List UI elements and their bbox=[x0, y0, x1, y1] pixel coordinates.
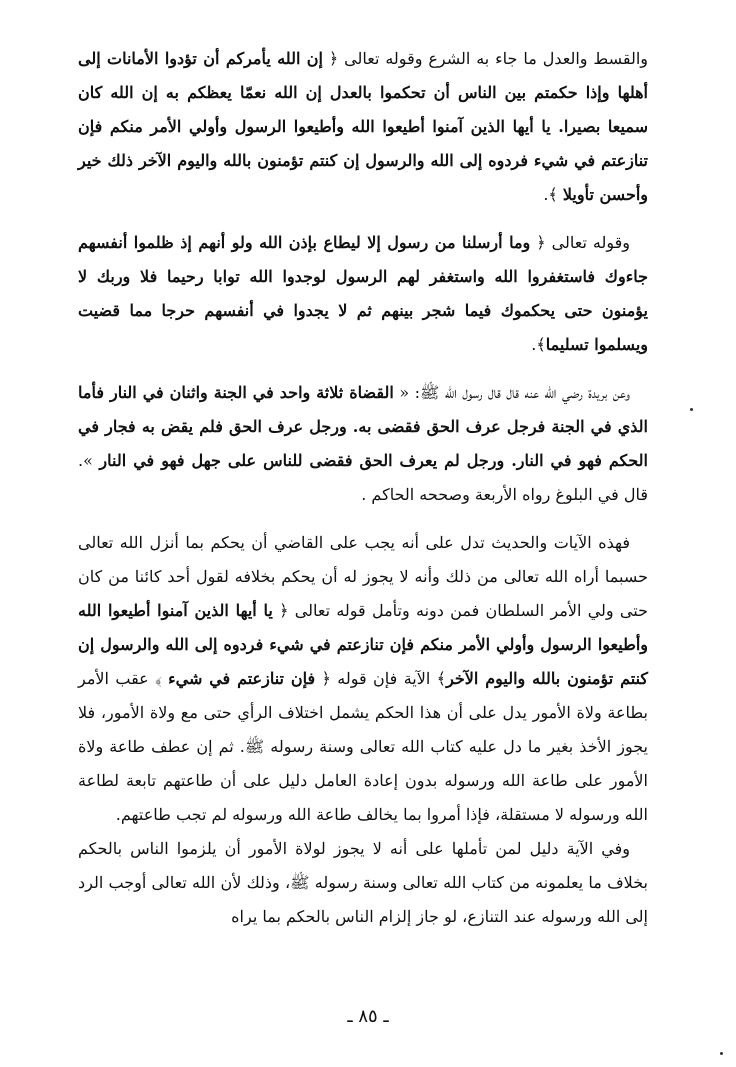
text-segment: والقسط والعدل ما جاء به الشرع وقوله تعالى ﴿ bbox=[323, 49, 649, 68]
quran-quote: إن الله يأمركم أن تؤدوا الأمانات إلى أهلها وإذا حكمتم بين الناس أن تحكموا بالعدل إن الله نعمّا يعظكم به إن الله كان سميعا بصيرا. يا أيها الذين آمنوا أطيعوا الله وأطيعوا الرسول وأولي الأمر منكم فإن تنازعتم في شيء فردوه إلى الله والرسول إن كنتم تؤمنون بالله واليوم الآخر ذلك خير وأحسن تأويلا bbox=[78, 49, 649, 204]
text-segment: ﴾ عقب الأمر بطاعة ولاة الأمور يدل على أن هذا الحكم يشمل اختلاف الرأي حتى مع ولاة الأمور، فلا يجوز الأخذ بغير ما دل عليه كتاب الله تعالى وسنة رسوله ﷺ. ثم إن عطف طاعة ولاة الأمور على طاعة الله ورسوله بدون إعادة العامل دليل على أن طاعتهم تابعة لطاعة الله ورسوله لا مستقلة، فإذا أمروا بما يخالف طاعة الله ورسوله لم تجب طاعتهم. bbox=[78, 669, 649, 824]
paragraph-2 bbox=[78, 226, 648, 362]
page-number: ـ ٨٥ ـ bbox=[347, 1006, 389, 1027]
margin-dot bbox=[690, 408, 693, 411]
paragraph-4 bbox=[78, 526, 648, 832]
quran-quote: فإن تنازعتم في شيء bbox=[168, 669, 316, 688]
text-segment: ﴾. bbox=[531, 335, 546, 354]
paragraph-5 bbox=[78, 832, 648, 934]
quran-quote: يا أيها الذين آمنوا أطيعوا الله وأطيعوا الرسول وأولي الأمر منكم فإن تنازعتم في شيء فردوه إلى الله والرسول إن كنتم تؤمنون بالله واليوم الآخر bbox=[78, 601, 649, 688]
margin-dot bbox=[720, 1052, 723, 1055]
paragraph-1 bbox=[78, 42, 648, 212]
text-segment: ﴾. bbox=[543, 185, 563, 204]
body-text bbox=[78, 42, 648, 934]
text-segment: ». قال في البلوغ رواه الأربعة وصححه الحاكم . bbox=[78, 451, 648, 504]
text-segment: وعن بريدة رضي الله عنه قال قال رسول الله ﷺ: « bbox=[393, 383, 631, 402]
text-segment: وقوله تعالى ﴿ bbox=[530, 233, 631, 252]
text-segment: ﴾ الآية فإن قوله ﴿ bbox=[315, 669, 447, 688]
text-segment: فهذه الآيات والحديث تدل على أنه يجب على القاضي أن يحكم بما أنزل الله تعالى حسبما أراه الله تعالى من ذلك وأنه لا يجوز له أن يحكم بخلافه لقول أحد كائنا من كان حتى ولي الأمر السلطان فمن دونه وتأمل قوله تعالى ﴿ bbox=[78, 533, 648, 620]
text-segment: وفي الآية دليل لمن تأملها على أنه لا يجوز لولاة الأمور أن يلزموا الناس بالحكم بخلاف ما يعلمونه من كتاب الله تعالى وسنة رسوله ﷺ، وذلك لأن الله تعالى أوجب الرد إلى الله ورسوله عند التنازع، لو جاز إلزام الناس بالحكم بما يراه bbox=[78, 839, 648, 926]
paragraph-3 bbox=[78, 376, 648, 512]
quran-quote: وما أرسلنا من رسول إلا ليطاع بإذن الله ولو أنهم إذ ظلموا أنفسهم جاءوك فاستغفروا الله واستغفر لهم الرسول لوجدوا الله توابا رحيما فلا وربك لا يؤمنون حتى يحكموك فيما شجر بينهم ثم لا يجدوا في أنفسهم حرجا مما قضيت ويسلموا تسليما bbox=[78, 233, 648, 354]
hadith-quote: القضاة ثلاثة واحد في الجنة واثنان في النار فأما الذي في الجنة فرجل عرف الحق فقضى به. ورجل عرف الحق فلم يقض به فجار في الحكم فهو في النار. ورجل لم يعرف الحق فقضى للناس على جهل فهو في النار bbox=[78, 383, 649, 470]
